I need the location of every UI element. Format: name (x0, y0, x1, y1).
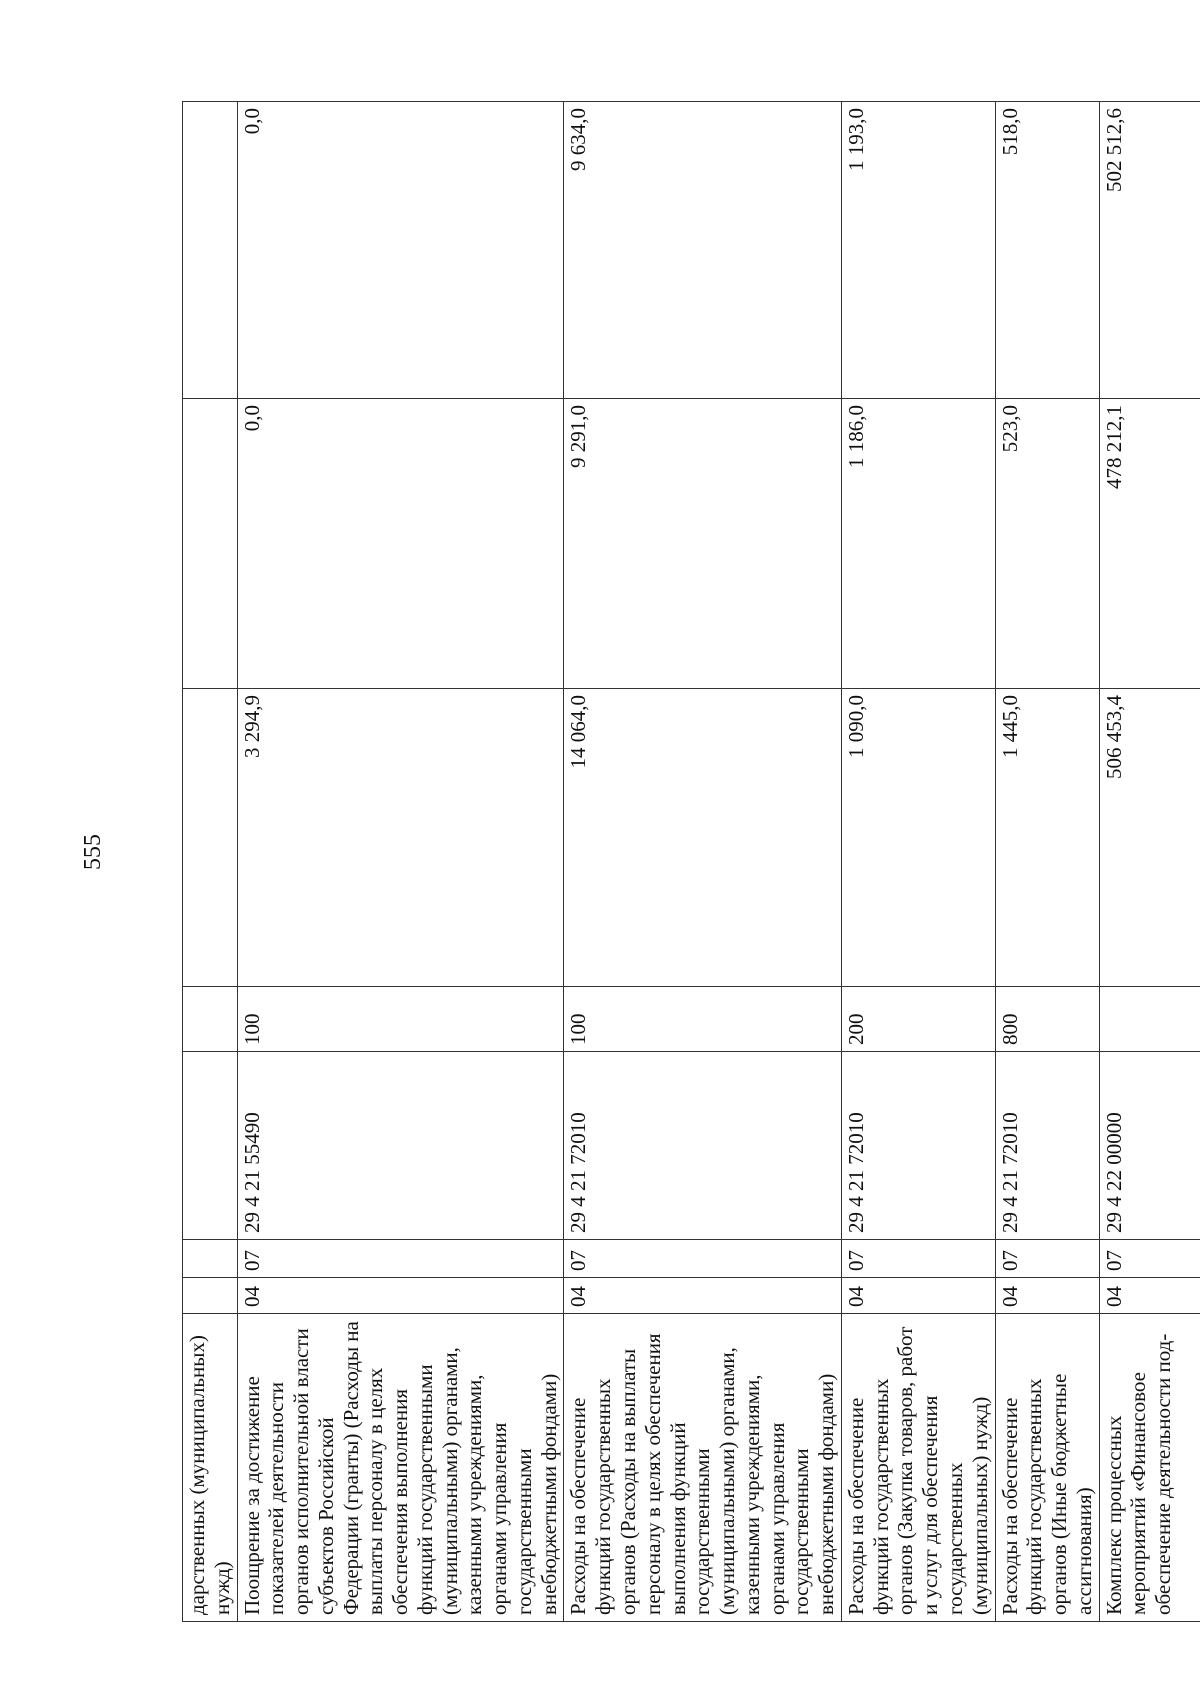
row-description: Поощрение за достижение показателей деятельности органов исполнительной власти субъектов Российской Федерации (гранты) (Расходы на выплаты персоналу в целях обеспечения выполнения функций государственными (муниципальными) органами, казенными учреждениями, органами управления государственными внебюджетными фондами) (237, 1314, 564, 1622)
amount-year-3: 502 512,6 (1099, 102, 1200, 399)
subsection-code: 07 (841, 1240, 995, 1278)
target-code: 29 4 21 55490 (237, 1052, 564, 1240)
table-row (995, 102, 1099, 1622)
page-number: 555 (79, 834, 106, 870)
target-code: 29 4 21 72010 (841, 1052, 995, 1240)
target-code: 29 4 21 72010 (995, 1052, 1099, 1240)
amount-year-2: 478 212,1 (1099, 399, 1200, 689)
amount-year-3: 9 634,0 (564, 102, 841, 399)
amount-year-3: 1 193,0 (841, 102, 995, 399)
subsection-code: 07 (237, 1240, 564, 1278)
amount-year-2: 523,0 (995, 399, 1099, 689)
target-code: 29 4 22 00000 (1099, 1052, 1200, 1240)
section-code (183, 1278, 238, 1314)
expense-type-code (183, 987, 238, 1052)
amount-year-1 (183, 689, 238, 987)
amount-year-2 (183, 399, 238, 689)
subsection-code: 07 (1099, 1240, 1200, 1278)
table-row (1099, 102, 1200, 1622)
table-row (183, 102, 238, 1622)
expense-type-code: 200 (841, 987, 995, 1052)
expense-type-code: 800 (995, 987, 1099, 1052)
table-row (237, 102, 564, 1622)
subsection-code (183, 1240, 238, 1278)
target-code: 29 4 21 72010 (564, 1052, 841, 1240)
amount-year-3: 518,0 (995, 102, 1099, 399)
subsection-code: 07 (995, 1240, 1099, 1278)
target-code (183, 1052, 238, 1240)
section-code: 04 (1099, 1278, 1200, 1314)
section-code: 04 (841, 1278, 995, 1314)
row-description: Расходы на обеспечение функций государственных органов (Закупка товаров, работ и услуг для обеспечения государственных (муниципальных) нужд) (841, 1314, 995, 1622)
amount-year-1: 3 294,9 (237, 689, 564, 987)
section-code: 04 (237, 1278, 564, 1314)
expense-type-code: 100 (564, 987, 841, 1052)
row-description: дарственных (муниципальных) нужд) (183, 1314, 238, 1622)
section-code: 04 (995, 1278, 1099, 1314)
amount-year-1: 1 445,0 (995, 689, 1099, 987)
table-row (841, 102, 995, 1622)
amount-year-3: 0,0 (237, 102, 564, 399)
amount-year-1: 14 064,0 (564, 689, 841, 987)
amount-year-2: 1 186,0 (841, 399, 995, 689)
amount-year-2: 9 291,0 (564, 399, 841, 689)
row-description: Расходы на обеспечение функций государственных органов (Иные бюджетные ассигнования) (995, 1314, 1099, 1622)
subsection-code: 07 (564, 1240, 841, 1278)
expense-type-code: 100 (237, 987, 564, 1052)
expense-type-code (1099, 987, 1200, 1052)
table-row (564, 102, 841, 1622)
rotated-page-content (182, 102, 1176, 1622)
row-description: Расходы на обеспечение функций государственных органов (Расходы на выплаты персоналу в целях обеспечения выполнения функций государственными (муниципальными) органами, казенными учреждениями, органами управления государственными внебюджетными фондами) (564, 1314, 841, 1622)
budget-table (182, 101, 1200, 1622)
amount-year-3 (183, 102, 238, 399)
amount-year-1: 1 090,0 (841, 689, 995, 987)
amount-year-2: 0,0 (237, 399, 564, 689)
row-description: Комплекс процессных мероприятий «Финансовое обеспечение деятельности под- (1099, 1314, 1200, 1622)
amount-year-1: 506 453,4 (1099, 689, 1200, 987)
section-code: 04 (564, 1278, 841, 1314)
